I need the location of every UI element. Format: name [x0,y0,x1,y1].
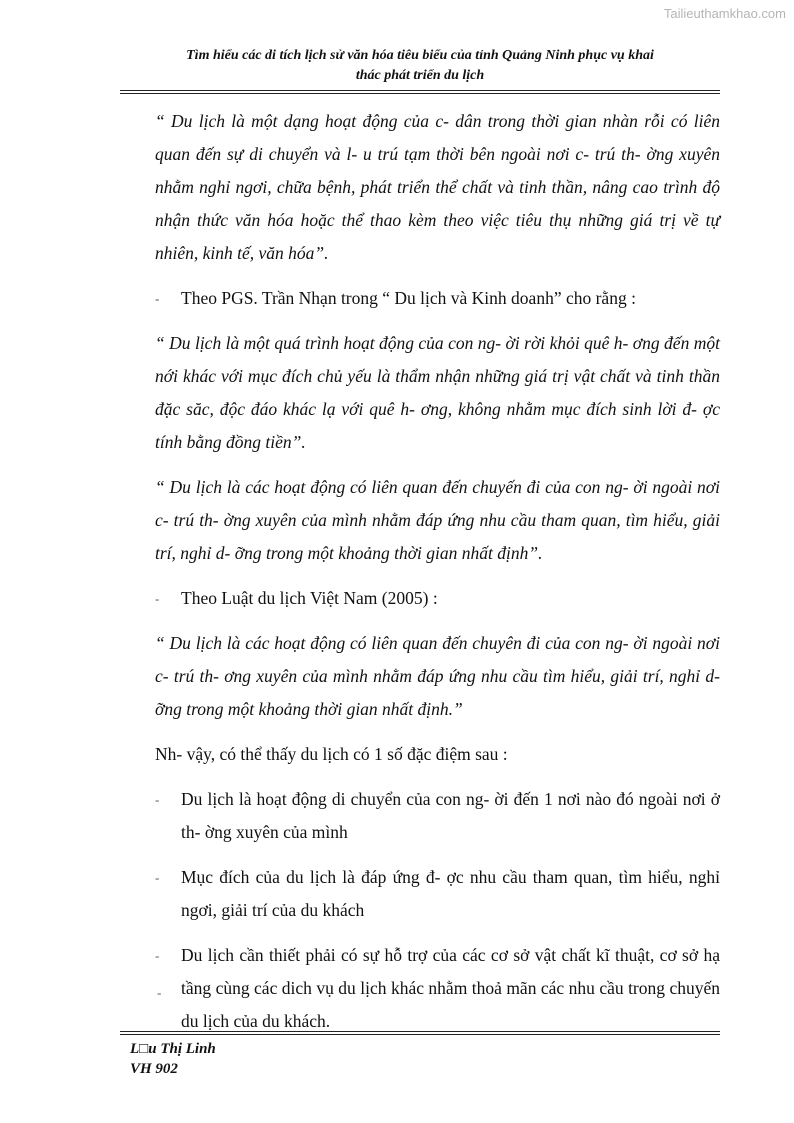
bullet-item-1 [155,282,720,315]
bullet-dash: - [155,591,160,606]
quote-paragraph-4: “ Du lịch là các hoạt động có liên quan đến chuyên đi của con ng- ời ngoài nơi c- trú th- ơng xuyên của mình nhằm đáp ứng nhu cầu tìm hiểu, giải trí, nghỉ d- ỡng trong một khoảng thời gian nhất định.” [155,633,720,719]
empty-bullet-dash: - [157,985,162,1000]
quote-paragraph-3: “ Du lịch là các hoạt động có liên quan đến chuyến đi của con ng- ời ngoài nơi c- trú th- ờng xuyên của mình nhằm đáp ứng nhu cầu tham quan, tìm hiểu, giải trí, nghỉ d- ỡng trong một khoảng thời gian nhất định”. [155,477,720,563]
bullet-item-2 [155,582,720,615]
bullet-item-5 [155,939,720,1038]
quote-paragraph-2: “ Du lịch là một quá trình hoạt động của con ng- ời rời khỏi quê h- ơng đến một nới khác với mục đích chủ yếu là thẩm nhận những giá trị vật chất và tinh thần đặc săc, độc đáo khác lạ với quê h- ơng, không nhằm mục đích sinh lời đ- ợc tính bằng đồng tiền”. [155,333,720,452]
header-line-1: Tìm hiểu các di tích lịch sử văn hóa tiêu biểu của tỉnh Quảng Ninh phục vụ khai [186,48,654,63]
bullet-item-3 [155,783,720,849]
author-name: L□u Thị Linh [130,1041,216,1057]
bullet-text: Du lịch là hoạt động di chuyển của con ng- ời đến 1 nơi nào đó ngoài nơi ở th- ờng xuyên của mình [181,789,720,842]
quote-paragraph-1: “ Du lịch là một dạng hoạt động của c- dân trong thời gian nhàn rỗi có liên quan đến sự di chuyển và l- u trú tạm thời bên ngoài nơi c- trú th- ờng xuyên nhằm nghỉ ngơi, chữa bệnh, phát triển thể chất và tinh thần, nâng cao trình độ nhận thức văn hóa hoặc thể thao kèm theo việc tiêu thụ những giá trị về tự nhiên, kinh tế, văn hóa”. [155,111,720,263]
page-footer [130,1039,216,1079]
footer-rule [120,1031,720,1035]
class-code: VH 902 [130,1061,178,1077]
watermark: Tailieuthamkhao.com [663,6,786,21]
bullet-dash: - [155,792,160,807]
bullet-item-4 [155,861,720,927]
bullet-text: Theo Luật du lịch Việt Nam (2005) : [181,588,438,608]
bullet-text: Theo PGS. Trần Nhạn trong “ Du lịch và Kinh doanh” cho rằng : [181,288,636,308]
bullet-text: Du lịch cần thiết phải có sự hỗ trợ của các cơ sở vật chất kĩ thuật, cơ sở hạ tầng cùng các dich vụ du lịch khác nhằm thoả mãn các nhu cầu trong chuyến du lịch của du khách. [181,945,720,1031]
bullet-text: Mục đích của du lịch là đáp ứng đ- ợc nhu cầu tham quan, tìm hiểu, nghỉ ngơi, giải trí của du khách [181,867,720,920]
header-rule [120,90,720,94]
summary-paragraph: Nh- vậy, có thể thấy du lịch có 1 số đặc điệm sau : [155,744,508,764]
bullet-dash: - [155,948,160,963]
bullet-dash: - [155,870,160,885]
page-header [120,46,720,86]
bullet-dash: - [155,291,160,306]
header-line-2: thác phát triển du lịch [355,68,485,83]
document-body [155,105,720,1050]
